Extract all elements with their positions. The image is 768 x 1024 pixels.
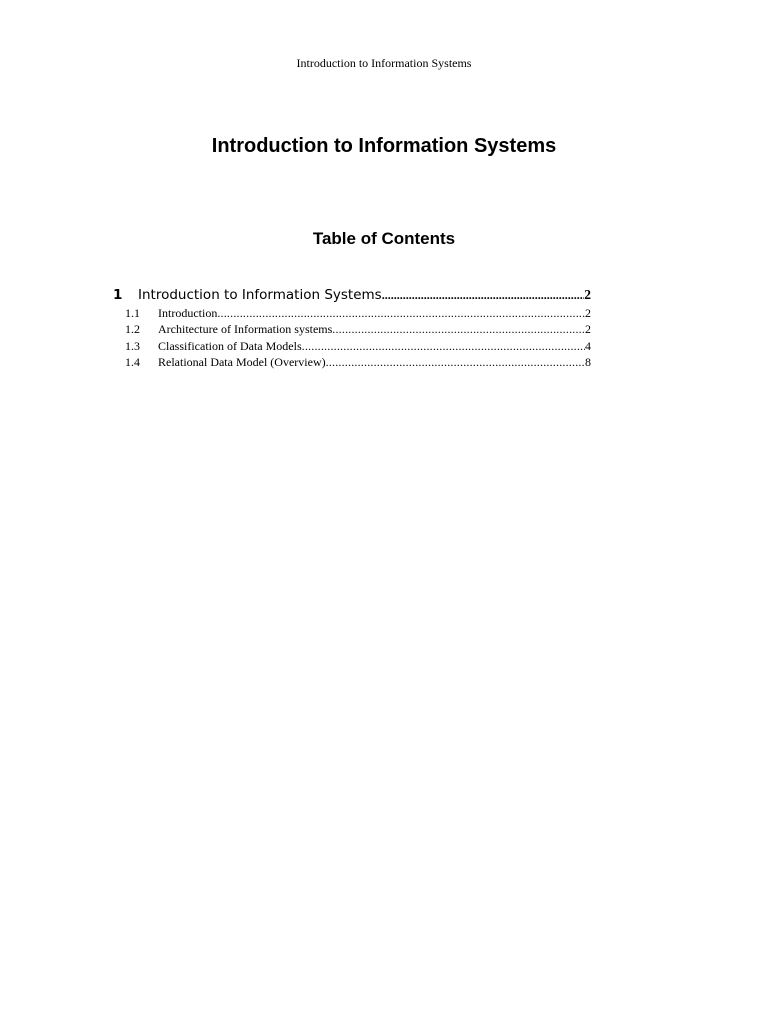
toc-entry-number: 1	[113, 287, 123, 303]
toc-entry-page: 4	[585, 338, 591, 353]
toc-entry-1[interactable]	[113, 285, 591, 305]
toc-dot-leader	[326, 354, 585, 370]
toc-entry-title: Relational Data Model (Overview)	[158, 354, 326, 369]
toc-entry-title: Architecture of Information systems	[158, 322, 333, 337]
toc-entry-page: 2	[585, 306, 591, 320]
toc-dot-leader	[302, 338, 585, 354]
toc-entry-1-4[interactable]	[113, 354, 591, 370]
toc-dot-leader	[217, 305, 585, 321]
table-of-contents	[113, 285, 591, 370]
toc-heading: Table of Contents	[312, 229, 456, 248]
toc-entry-page: 8	[585, 354, 591, 369]
toc-entry-1-2[interactable]	[113, 321, 591, 337]
toc-entry-number: 1.2	[125, 322, 140, 337]
toc-dot-leader	[332, 321, 585, 337]
toc-entry-1-3[interactable]	[113, 338, 591, 354]
toc-entry-1-1[interactable]	[113, 305, 591, 321]
toc-entry-number: 1.1	[125, 306, 140, 320]
toc-entry-title: Introduction to Information Systems	[138, 287, 382, 303]
running-header: Introduction to Information Systems	[296, 56, 472, 70]
toc-dot-leader	[382, 285, 585, 305]
toc-entry-title: Introduction	[158, 306, 218, 320]
toc-entry-number: 1.3	[125, 338, 140, 353]
toc-entry-title: Classification of Data Models	[158, 338, 302, 353]
toc-entry-page: 2	[584, 287, 591, 302]
toc-entry-page: 2	[585, 322, 591, 337]
document-title: Introduction to Information Systems	[211, 135, 557, 157]
toc-entry-number: 1.4	[125, 354, 140, 369]
